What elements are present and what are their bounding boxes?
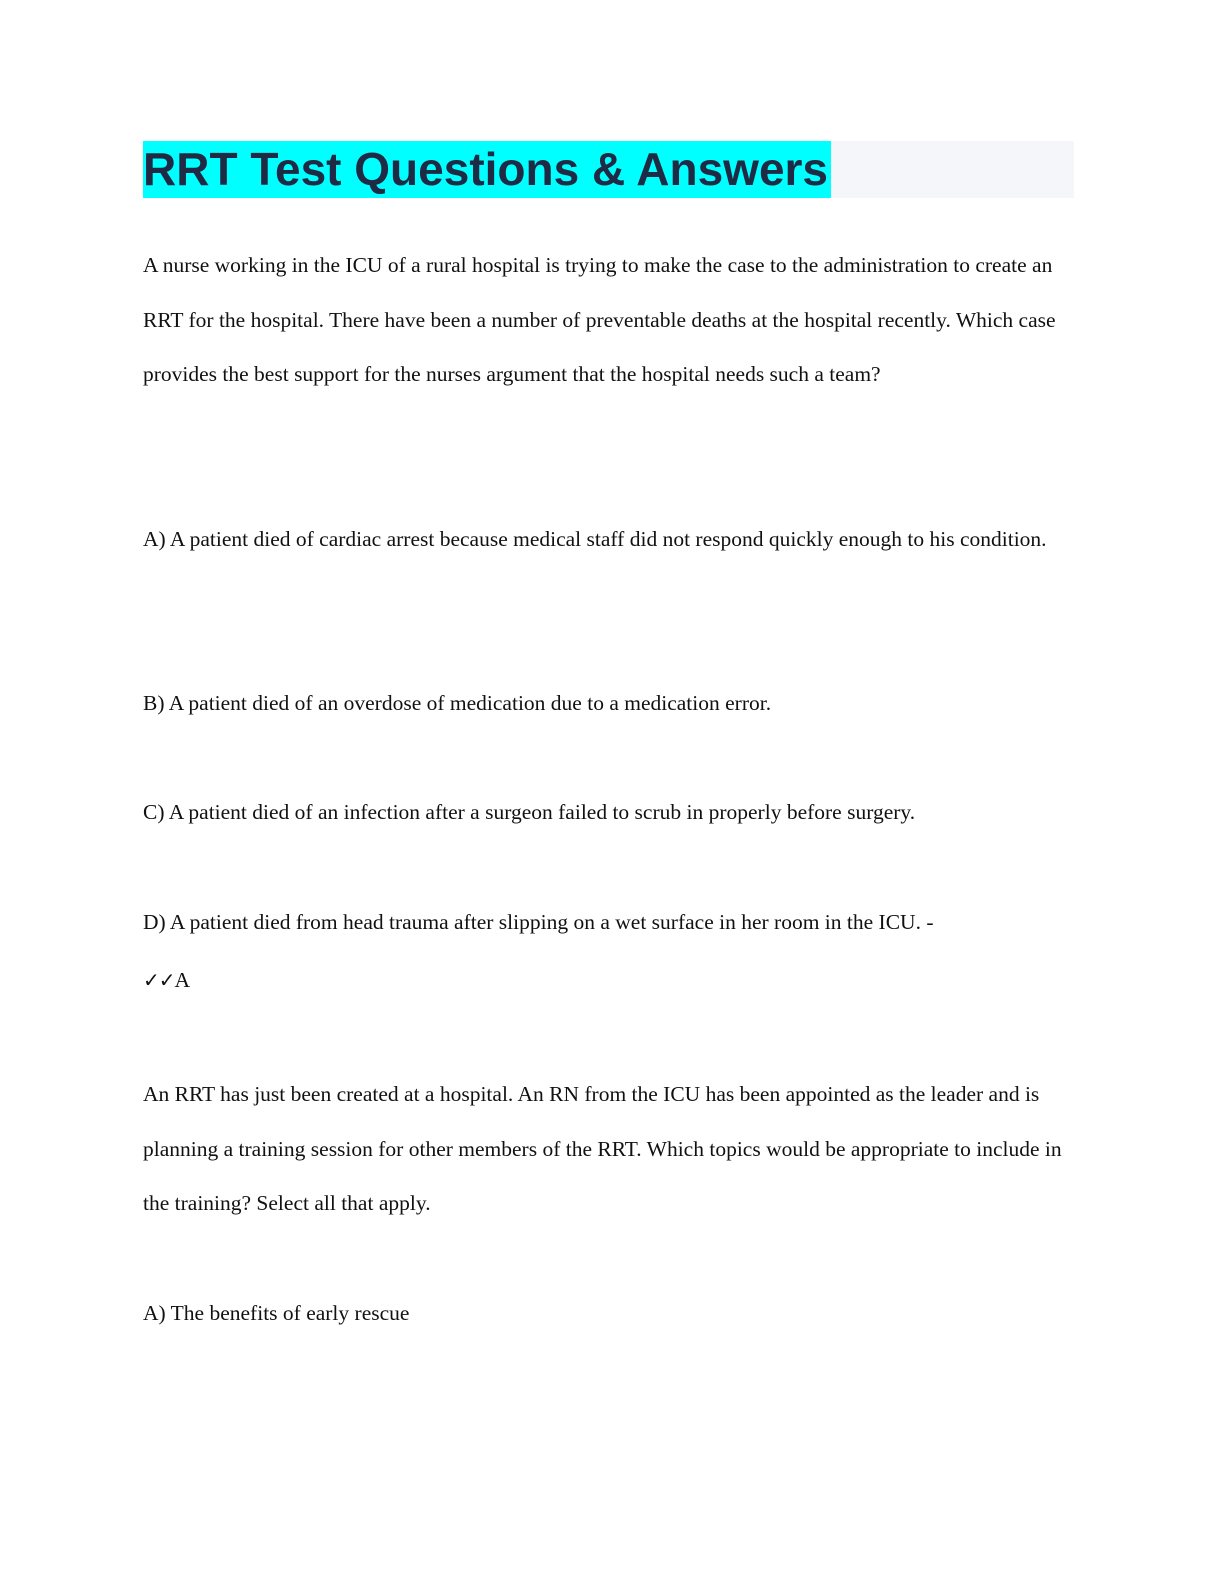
question-2-stem: An RRT has just been created at a hospital. An RN from the ICU has been appointed as the leader and is planning a training session for other members of the RRT. Which topics would be appropriate to include in the training? Select all that apply.: [143, 1082, 1062, 1216]
question-1-answer-line: [143, 953, 1078, 1008]
question-1-option-b: B) A patient died of an overdose of medication due to a medication error.: [143, 691, 772, 715]
question-1-answer: A: [174, 968, 191, 992]
check-marks-icon: ✓✓: [143, 968, 175, 992]
question-1-stem: A nurse working in the ICU of a rural hospital is trying to make the case to the administration to create an RRT for the hospital. There have been a number of preventable deaths at the hospital recently. Which case provides the best support for the nurses argument that the hospital needs such a team?: [143, 253, 1056, 387]
question-1-option-c: C) A patient died of an infection after a surgeon failed to scrub in properly before surgery.: [143, 800, 916, 824]
question-2-option-a: A) The benefits of early rescue: [143, 1301, 410, 1325]
question-1-option-d: D) A patient died from head trauma after slipping on a wet surface in her room in the ICU. -: [143, 910, 934, 934]
page-title: RRT Test Questions & Answers: [143, 141, 831, 198]
question-1-option-a: A) A patient died of cardiac arrest because medical staff did not respond quickly enough to his condition.: [143, 527, 1047, 551]
